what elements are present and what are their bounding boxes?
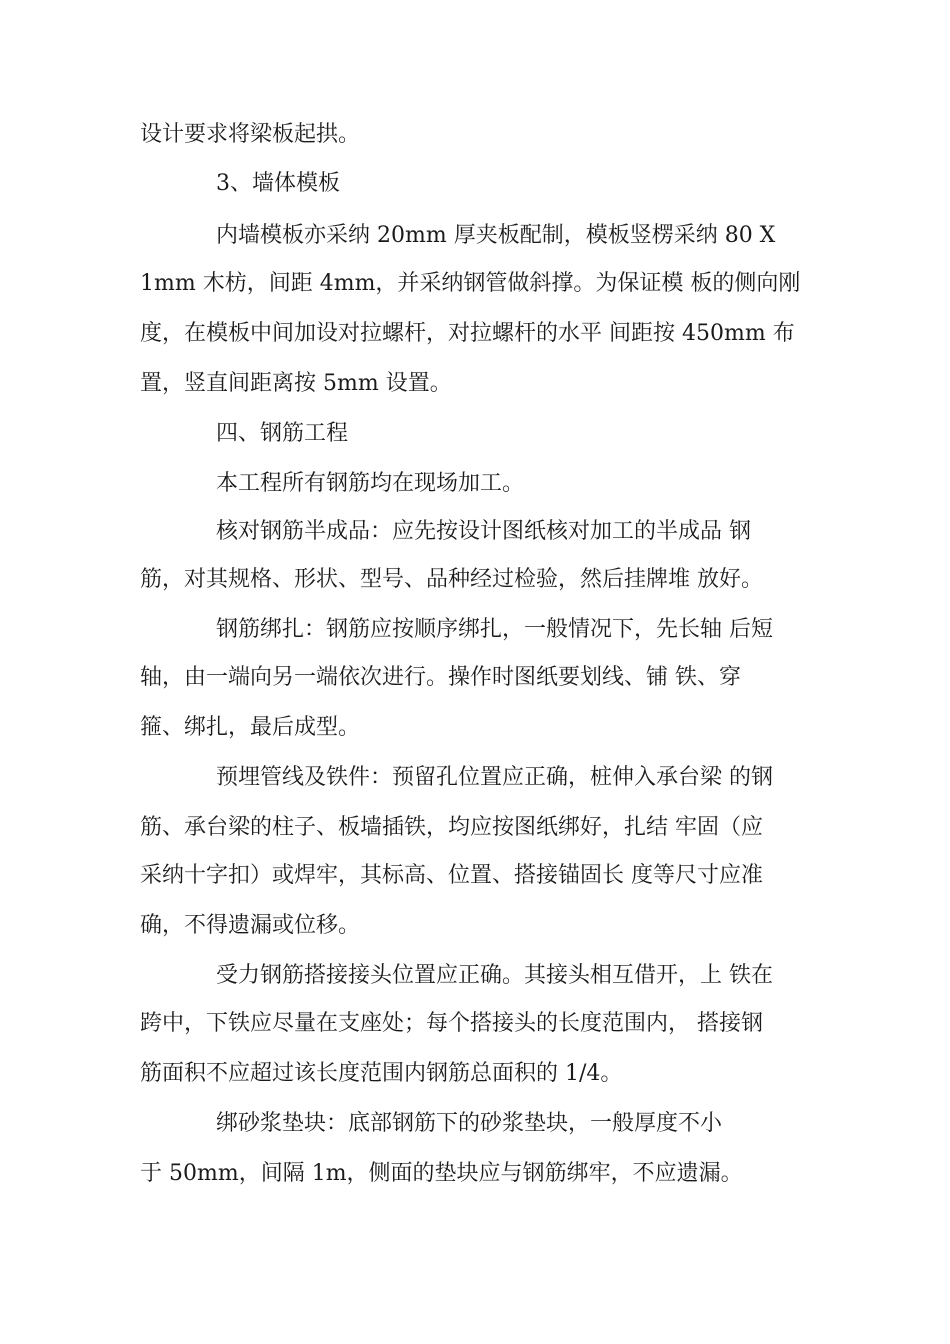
text-line: 确，不得遗漏或位移。 xyxy=(140,913,361,938)
text-line: 筋面积不应超过该长度范围内钢筋总面积的 1/4。 xyxy=(140,1061,623,1086)
text-line: 度，在模板中间加设对拉螺杆，对拉螺杆的水平 间距按 450mm 布 xyxy=(140,321,795,346)
text-line: 1mm 木枋，间距 4mm，并采纳钢管做斜撑。为保证模 板的侧向刚 xyxy=(140,271,801,296)
text-line: 钢筋绑扎：钢筋应按顺序绑扎，一般情况下，先长轴 后短 xyxy=(216,617,773,642)
section-heading: 四、钢筋工程 xyxy=(216,421,349,446)
section-heading: 3、墙体模板 xyxy=(216,171,340,196)
text-line: 预埋管线及铁件：预留孔位置应正确，桩伸入承台梁 的钢 xyxy=(216,765,773,790)
text-line: 采纳十字扣）或焊牢，其标高、位置、搭接锚固长 度等尺寸应准 xyxy=(140,863,763,888)
text-line: 核对钢筋半成品：应先按设计图纸核对加工的半成品 钢 xyxy=(216,519,751,544)
text-line: 受力钢筋搭接接头位置应正确。其接头相互借开，上 铁在 xyxy=(216,963,773,988)
text-line: 绑砂浆垫块：底部钢筋下的砂浆垫块，一般厚度不小 xyxy=(216,1111,723,1136)
text-line: 箍、绑扎，最后成型。 xyxy=(140,715,361,740)
text-line: 置，竖直间距离按 5mm 设置。 xyxy=(140,371,452,396)
text-line: 筋、承台梁的柱子、板墙插铁，均应按图纸绑好，扎结 牢固（应 xyxy=(140,815,763,840)
text-line: 本工程所有钢筋均在现场加工。 xyxy=(216,471,525,496)
text-line: 内墙模板亦采纳 20mm 厚夹板配制，模板竖楞采纳 80 X xyxy=(216,223,776,248)
text-line: 于 50mm，间隔 1m，侧面的垫块应与钢筋绑牢，不应遗漏。 xyxy=(140,1161,743,1186)
text-line: 设计要求将梁板起拱。 xyxy=(140,122,361,147)
text-line: 轴，由一端向另一端依次进行。操作时图纸要划线、铺 铁、穿 xyxy=(140,665,741,690)
text-line: 筋，对其规格、形状、型号、品种经过检验，然后挂牌堆 放好。 xyxy=(140,567,763,592)
text-line: 跨中，下铁应尽量在支座处；每个搭接头的长度范围内， 搭接钢 xyxy=(140,1011,763,1036)
